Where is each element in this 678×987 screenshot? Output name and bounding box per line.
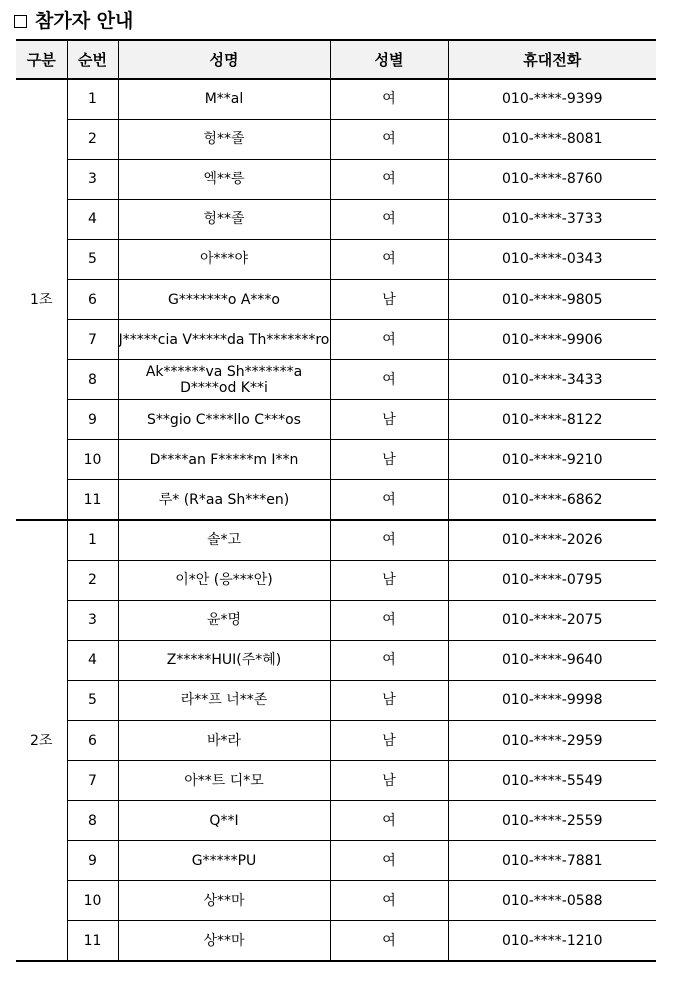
participant-phone: 010-****-2026 bbox=[448, 520, 656, 560]
participant-gender: 여 bbox=[330, 480, 448, 520]
table-row bbox=[16, 199, 656, 239]
table-row bbox=[16, 640, 656, 680]
row-number: 9 bbox=[67, 841, 118, 881]
participant-name: 아***야 bbox=[118, 239, 330, 279]
participant-gender: 여 bbox=[330, 320, 448, 360]
participant-gender: 여 bbox=[330, 119, 448, 159]
participant-name: G*****PU bbox=[118, 841, 330, 881]
participant-name: 상**마 bbox=[118, 881, 330, 921]
header-phone: 휴대전화 bbox=[448, 40, 656, 79]
participant-phone: 010-****-2959 bbox=[448, 721, 656, 761]
participant-phone: 010-****-0588 bbox=[448, 881, 656, 921]
participant-phone: 010-****-9998 bbox=[448, 680, 656, 720]
row-number: 11 bbox=[67, 921, 118, 961]
participant-gender: 남 bbox=[330, 279, 448, 319]
header-no: 순번 bbox=[67, 40, 118, 79]
participant-gender: 여 bbox=[330, 199, 448, 239]
participant-gender: 남 bbox=[330, 560, 448, 600]
table-row bbox=[16, 520, 656, 560]
table-row bbox=[16, 119, 656, 159]
participant-name: S**gio C****llo C***os bbox=[118, 400, 330, 440]
table-row bbox=[16, 881, 656, 921]
row-number: 6 bbox=[67, 279, 118, 319]
participant-gender: 남 bbox=[330, 680, 448, 720]
row-number: 2 bbox=[67, 560, 118, 600]
participant-name: D****an F*****m I**n bbox=[118, 440, 330, 480]
table-row bbox=[16, 440, 656, 480]
header-name: 성명 bbox=[118, 40, 330, 79]
row-number: 3 bbox=[67, 600, 118, 640]
participant-phone: 010-****-9906 bbox=[448, 320, 656, 360]
table-row bbox=[16, 279, 656, 319]
header-gender: 성별 bbox=[330, 40, 448, 79]
participant-gender: 남 bbox=[330, 440, 448, 480]
participant-name: Q**I bbox=[118, 801, 330, 841]
participant-name: 라**프 너**존 bbox=[118, 680, 330, 720]
page-title bbox=[14, 6, 133, 36]
participant-phone: 010-****-5549 bbox=[448, 761, 656, 801]
table-row bbox=[16, 159, 656, 199]
participant-gender: 여 bbox=[330, 841, 448, 881]
table-row bbox=[16, 320, 656, 360]
participant-phone: 010-****-0795 bbox=[448, 560, 656, 600]
table-row bbox=[16, 600, 656, 640]
table-row bbox=[16, 761, 656, 801]
participant-phone: 010-****-2075 bbox=[448, 600, 656, 640]
row-number: 7 bbox=[67, 320, 118, 360]
row-number: 8 bbox=[67, 360, 118, 400]
table-row bbox=[16, 360, 656, 400]
participant-phone: 010-****-0343 bbox=[448, 239, 656, 279]
row-number: 1 bbox=[67, 520, 118, 560]
participant-name: Z*****HUI(주*혜) bbox=[118, 640, 330, 680]
row-number: 10 bbox=[67, 440, 118, 480]
participant-gender: 여 bbox=[330, 79, 448, 119]
participant-phone: 010-****-7881 bbox=[448, 841, 656, 881]
participant-phone: 010-****-9399 bbox=[448, 79, 656, 119]
participant-gender: 남 bbox=[330, 400, 448, 440]
table-row bbox=[16, 801, 656, 841]
row-number: 11 bbox=[67, 480, 118, 520]
participant-gender: 여 bbox=[330, 921, 448, 961]
table-row bbox=[16, 239, 656, 279]
table-row bbox=[16, 721, 656, 761]
participant-phone: 010-****-3733 bbox=[448, 199, 656, 239]
participant-phone: 010-****-8760 bbox=[448, 159, 656, 199]
group-label: 2조 bbox=[16, 520, 67, 961]
participant-name: 헝**졸 bbox=[118, 119, 330, 159]
participant-gender: 남 bbox=[330, 721, 448, 761]
participant-gender: 여 bbox=[330, 159, 448, 199]
participant-name: Ak******va Sh*******a D****od K**i bbox=[118, 360, 330, 400]
participant-name: 루* (R*aa Sh***en) bbox=[118, 480, 330, 520]
participant-name: 상**마 bbox=[118, 921, 330, 961]
participant-name: G*******o A***o bbox=[118, 279, 330, 319]
participant-name: 솔*고 bbox=[118, 520, 330, 560]
participant-gender: 여 bbox=[330, 360, 448, 400]
participant-gender: 여 bbox=[330, 801, 448, 841]
participant-phone: 010-****-2559 bbox=[448, 801, 656, 841]
row-number: 7 bbox=[67, 761, 118, 801]
participant-name: 바*라 bbox=[118, 721, 330, 761]
participant-gender: 여 bbox=[330, 239, 448, 279]
row-number: 5 bbox=[67, 239, 118, 279]
participant-name: M**al bbox=[118, 79, 330, 119]
table-row bbox=[16, 480, 656, 520]
participant-phone: 010-****-8081 bbox=[448, 119, 656, 159]
table-row bbox=[16, 921, 656, 961]
row-number: 9 bbox=[67, 400, 118, 440]
participant-gender: 여 bbox=[330, 640, 448, 680]
participant-phone: 010-****-1210 bbox=[448, 921, 656, 961]
participant-name: 윤*명 bbox=[118, 600, 330, 640]
header-group: 구분 bbox=[16, 40, 67, 79]
participant-phone: 010-****-6862 bbox=[448, 480, 656, 520]
table-row bbox=[16, 79, 656, 119]
row-number: 4 bbox=[67, 199, 118, 239]
row-number: 6 bbox=[67, 721, 118, 761]
table-row bbox=[16, 400, 656, 440]
row-number: 8 bbox=[67, 801, 118, 841]
participant-phone: 010-****-9805 bbox=[448, 279, 656, 319]
row-number: 3 bbox=[67, 159, 118, 199]
participant-name: 엑**릉 bbox=[118, 159, 330, 199]
row-number: 4 bbox=[67, 640, 118, 680]
participant-phone: 010-****-9210 bbox=[448, 440, 656, 480]
participant-name: 헝**졸 bbox=[118, 199, 330, 239]
participant-name: 아**트 디*모 bbox=[118, 761, 330, 801]
table-header-row bbox=[16, 40, 656, 79]
row-number: 10 bbox=[67, 881, 118, 921]
table-row bbox=[16, 560, 656, 600]
row-number: 1 bbox=[67, 79, 118, 119]
table-body bbox=[16, 79, 656, 961]
row-number: 2 bbox=[67, 119, 118, 159]
participant-gender: 남 bbox=[330, 761, 448, 801]
participant-phone: 010-****-9640 bbox=[448, 640, 656, 680]
page-title-text: 참가자 안내 bbox=[35, 10, 134, 32]
participant-phone: 010-****-8122 bbox=[448, 400, 656, 440]
table-row bbox=[16, 841, 656, 881]
participant-gender: 여 bbox=[330, 600, 448, 640]
group-label: 1조 bbox=[16, 79, 67, 520]
table-row bbox=[16, 680, 656, 720]
participant-name: 이*안 (응***안) bbox=[118, 560, 330, 600]
checkbox-square-icon bbox=[14, 15, 27, 28]
participant-gender: 여 bbox=[330, 881, 448, 921]
row-number: 5 bbox=[67, 680, 118, 720]
participant-table bbox=[16, 39, 656, 962]
participant-name: J*****cia V*****da Th*******ro bbox=[118, 320, 330, 360]
participant-phone: 010-****-3433 bbox=[448, 360, 656, 400]
participant-gender: 여 bbox=[330, 520, 448, 560]
